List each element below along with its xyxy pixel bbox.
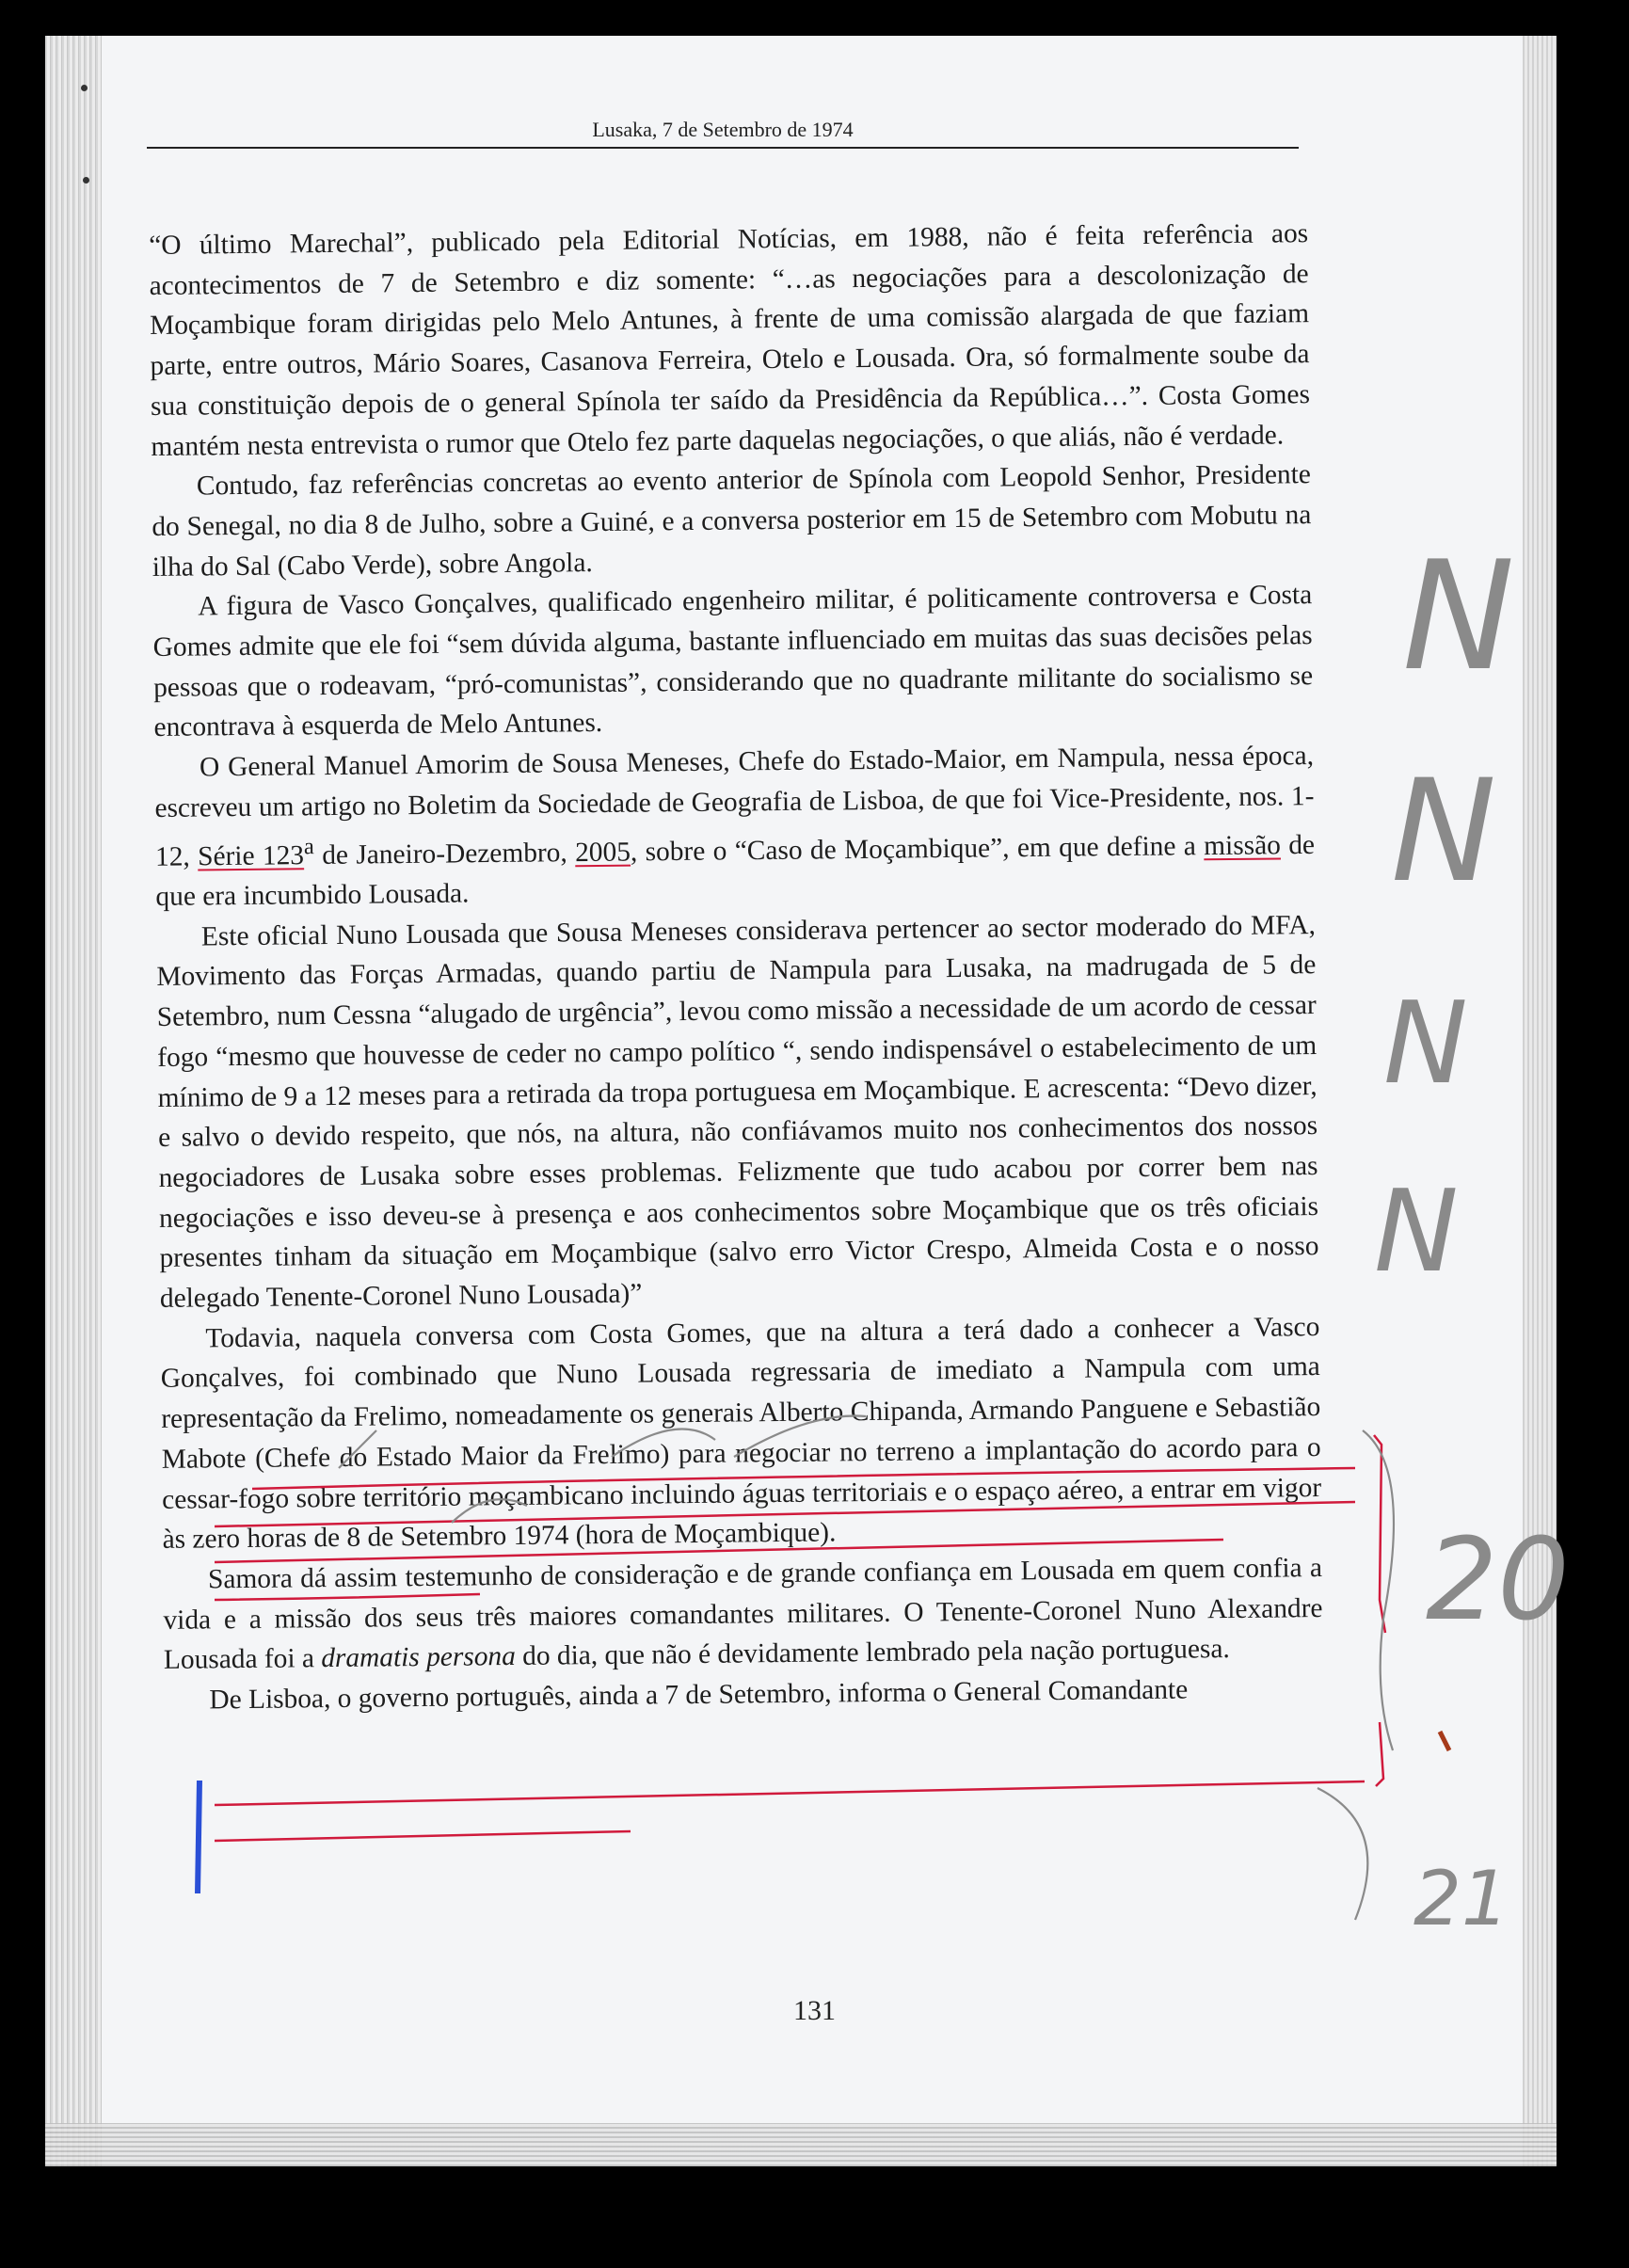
paragraph-6: Todavia, naquela conversa com Costa Gomes, que na altura a terá dado a conhecer a Vasco Gonçalves, foi combinado que Nuno Lousada regressaria de imediato a Nampula com uma representação da Frelimo, nomeadamente os generais Alberto Chipanda, Armando Panguene e Sebastião Mabote (Chefe do Estado Maior da Frelimo) para negociar no terreno a implantação do acordo para o cessar-fogo sobre território moçambicano incluindo águas territoriais e o espaço aéreo, a entrar em vigor às zero horas de 8 de Setembro 1974 (hora de Moçambique). <box>160 1311 1322 1556</box>
paragraph-2: Contudo, faz referências concretas ao evento anterior de Spínola com Leopold Senhor, Presidente do Senegal, no dia 8 de Julho, sobre a Guiné, e a conversa posterior em 15 de Setembro com Mobutu na ilha do Sal (Cabo Verde), sobre Angola. <box>152 459 1312 583</box>
margin-number: 21 <box>1413 1855 1509 1942</box>
paragraph-7 <box>163 1548 1323 1681</box>
paragraph-7-text: do dia, que não é devidamente lembrado pela nação portuguesa. <box>515 1634 1230 1672</box>
mission-word: missão <box>1204 829 1282 861</box>
paragraph-4-text: de que era incumbido Lousada. <box>155 829 1316 913</box>
margin-note-n: N <box>1402 528 1515 704</box>
italic-phrase: dramatis persona <box>321 1641 517 1674</box>
body-text <box>149 214 1324 1721</box>
paragraph-4-text: de Janeiro-Dezembro, <box>313 837 576 870</box>
paragraph-1: “O último Marechal”, publicado pela Editorial Notícias, em 1988, não é feita referência aos acontecimentos de 7 de Setembro e diz somente: “…as negociações para a descolonização de Moçambique foram dirigidas pelo Melo Antunes, à frente de uma comissão alargada de que faziam parte, entre outros, Mário Soares, Casanova Ferreira, Otelo e Lousada. Ora, só formalmente soube da sua constituição depois de o general Spínola ter saído da Presidência da República…”. Costa Gomes mantém nesta entrevista o rumor que Otelo fez parte daquelas negociações, o que aliás, não é verdade. <box>149 218 1311 462</box>
paragraph-4-text: , sobre o “Caso de Moçambique”, em que define a <box>630 830 1205 868</box>
margin-note-n: N <box>1374 1167 1459 1298</box>
punch-hole <box>81 85 88 91</box>
serie-superscript: a <box>303 833 314 859</box>
margin-note-n: N <box>1383 979 1468 1110</box>
paragraph-4-text: O General Manuel Amorim de Sousa Meneses, Chefe do Estado-Maior, em Nampula, nessa época, escreveu um artigo no Boletim da Sociedade de Geografia de Lisboa, de que foi Vice-Presidente, nos. 1-12, <box>154 741 1315 872</box>
paragraph-5: Este oficial Nuno Lousada que Sousa Meneses considerava pertencer ao sector moderado do MFA, Movimento das Forças Armadas, quando partiu de Nampula para Lusaka, na madrugada de 5 de Setembro, num Cessna “alugado de urgência”, levou como missão a necessidade de um acordo de cessar fogo “mesmo que houvesse de ceder no campo político “, sendo indispensável o estabelecimento de um mínimo de 9 a 12 meses para a retirada da tropa portuguesa em Moçambique. E acrescenta: “Devo dizer, e salvo o devido respeito, que nós, na altura, não confiávamos muito nos conhecimentos dos nossos negociadores de Lusaka sobre esses problemas. Felizmente que tudo acabou por correr bem nas negociações e isso deveu-se à presença e aos conhecimentos sobre Moçambique que os três oficiais presentes tinham da situação em Moçambique (salvo erro Victor Crespo, Almeida Costa e o nosso delegado Tenente-Coronel Nuno Lousada)” <box>156 909 1319 1315</box>
year: 2005 <box>574 837 631 868</box>
page-number: 131 <box>793 1995 836 2026</box>
margin-note-n: N <box>1391 750 1497 914</box>
serie-number: Série 123 <box>197 839 305 871</box>
header-rule <box>147 147 1299 149</box>
scan-edge-bottom <box>45 2123 1557 2166</box>
punch-hole <box>83 177 89 184</box>
paragraph-7-text: Samora dá assim testemunho de consideração e de grande confiança em Lousada em quem confia a vida e a missão dos seus três maiores comandantes militares. O Tenente-Coronel Nuno Alexandre Lousada foi a <box>163 1553 1323 1676</box>
paragraph-3: A figura de Vasco Gonçalves, qualificado engenheiro militar, é politicamente controversa e Costa Gomes admite que ele foi “sem dúvida alguma, bastante influenciado em muitas das suas decisões pelas pessoas que o rodeavam, “pró-comunistas”, considerando que no quadrante militante do socialismo se encontrava à esquerda de Melo Antunes. <box>152 580 1314 743</box>
paragraph-4 <box>154 736 1316 918</box>
scan-edge-left <box>45 36 102 2166</box>
margin-number: 20 <box>1426 1515 1570 1646</box>
paragraph-8: De Lisboa, o governo português, ainda a 7 de Setembro, informa o General Comandante <box>209 1674 1189 1716</box>
scan-edge-right <box>1523 36 1557 2166</box>
running-header: Lusaka, 7 de Setembro de 1974 <box>592 118 854 141</box>
